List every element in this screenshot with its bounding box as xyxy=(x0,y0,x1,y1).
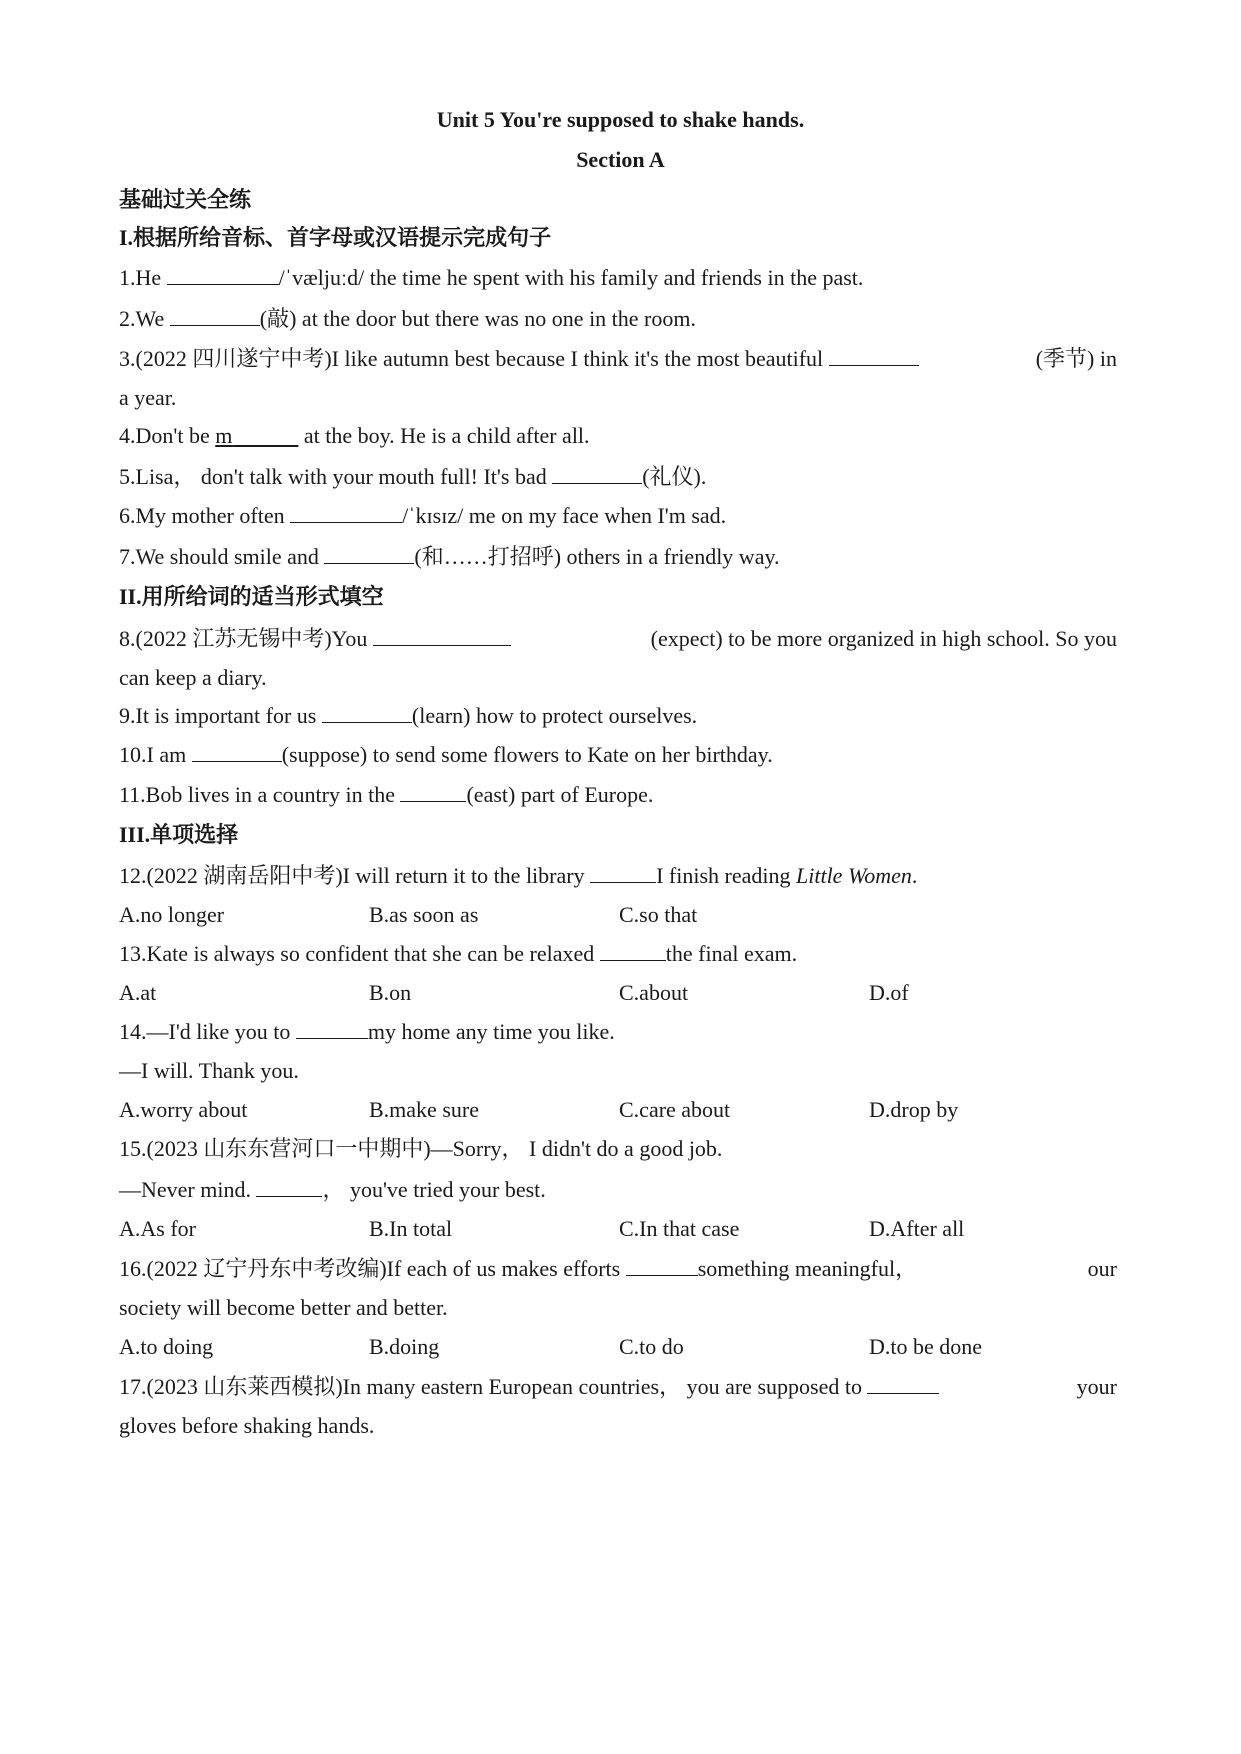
question-8: 8.(2022 江苏无锡中考)You xyxy=(119,625,511,653)
option-a[interactable]: A.no longer xyxy=(119,902,225,927)
answer-blank[interactable] xyxy=(256,1178,322,1197)
question-8-hint: (expect) to be more organized in high school. So you xyxy=(650,626,1117,651)
question-14: 14.—I'd like you to my home any time you like. xyxy=(119,1019,615,1044)
question-8-cont: can keep a diary. xyxy=(119,665,267,690)
answer-blank[interactable] xyxy=(167,266,279,285)
answer-blank[interactable] xyxy=(170,307,260,326)
part-3-heading: III.单项选择 xyxy=(119,822,239,847)
question-5: 5.Lisa， don't talk with your mouth full! It's bad (礼仪). xyxy=(119,464,707,489)
question-17-cont: gloves before shaking hands. xyxy=(119,1413,375,1438)
answer-blank[interactable] xyxy=(600,942,666,961)
question-7: 7.We should smile and (和……打招呼) others in a friendly way. xyxy=(119,544,780,569)
answer-blank[interactable] xyxy=(400,783,466,802)
option-c[interactable]: C.In that case xyxy=(619,1216,740,1241)
question-3-hint: (季节) in xyxy=(1035,346,1117,371)
answer-blank[interactable] xyxy=(290,504,402,523)
answer-blank[interactable] xyxy=(867,1375,939,1394)
answer-blank[interactable] xyxy=(324,545,414,564)
answer-blank[interactable] xyxy=(373,627,511,646)
question-13: 13.Kate is always so confident that she can be relaxed the final exam. xyxy=(119,941,798,966)
option-d[interactable]: D.drop by xyxy=(869,1097,959,1122)
option-b[interactable]: B.as soon as xyxy=(369,902,479,927)
section-title: Section A xyxy=(576,147,665,172)
question-2: 2.We (敲) at the door but there was no one in the room. xyxy=(119,306,697,331)
question-10: 10.I am (suppose) to send some flowers to Kate on her birthday. xyxy=(119,742,773,767)
option-c[interactable]: C.about xyxy=(619,980,689,1005)
option-c[interactable]: C.so that xyxy=(619,902,698,927)
option-b[interactable]: B.In total xyxy=(369,1216,453,1241)
option-b[interactable]: B.doing xyxy=(369,1334,440,1359)
option-a[interactable]: A.to doing xyxy=(119,1334,214,1359)
option-a[interactable]: A.worry about xyxy=(119,1097,248,1122)
question-4: 4.Don't be m at the boy. He is a child after all. xyxy=(119,423,590,448)
question-14-reply: —I will. Thank you. xyxy=(119,1058,299,1083)
option-b[interactable]: B.make sure xyxy=(369,1097,479,1122)
option-d[interactable]: D.of xyxy=(869,980,909,1005)
option-b[interactable]: B.on xyxy=(369,980,412,1005)
question-16: 16.(2022 辽宁丹东中考改编)If each of us makes efforts something meaningful， xyxy=(119,1256,918,1281)
answer-blank[interactable] xyxy=(552,465,642,484)
question-16-end: our xyxy=(1087,1256,1117,1281)
answer-blank[interactable] xyxy=(829,347,919,366)
exercise-heading: 基础过关全练 xyxy=(119,187,252,212)
answer-blank[interactable] xyxy=(590,864,656,883)
answer-blank[interactable] xyxy=(626,1257,698,1276)
answer-blank[interactable]: m xyxy=(215,423,233,448)
part-2-heading: II.用所给词的适当形式填空 xyxy=(119,584,384,609)
question-9: 9.It is important for us (learn) how to protect ourselves. xyxy=(119,703,698,728)
option-a[interactable]: A.at xyxy=(119,980,157,1005)
question-16-cont: society will become better and better. xyxy=(119,1295,448,1320)
question-17: 17.(2023 山东莱西模拟)In many eastern European countries， you are supposed to xyxy=(119,1373,939,1401)
option-d[interactable]: D.to be done xyxy=(869,1334,983,1359)
answer-blank[interactable] xyxy=(192,743,282,762)
unit-title: Unit 5 You're supposed to shake hands. xyxy=(436,107,805,132)
option-c[interactable]: C.to do xyxy=(619,1334,684,1359)
option-c[interactable]: C.care about xyxy=(619,1097,731,1122)
option-d[interactable]: D.After all xyxy=(869,1216,965,1241)
question-15: 15.(2023 山东东营河口一中期中)—Sorry， I didn't do a good job. xyxy=(119,1136,723,1161)
question-15-reply: —Never mind. ， you've tried your best. xyxy=(119,1177,546,1202)
question-6: 6.My mother often /ˈkɪsɪz/ me on my face when I'm sad. xyxy=(119,503,727,528)
question-3: 3.(2022 四川遂宁中考)I like autumn best because I think it's the most beautiful xyxy=(119,345,919,373)
question-17-end: your xyxy=(1076,1374,1117,1399)
part-1-heading: I.根据所给音标、首字母或汉语提示完成句子 xyxy=(119,225,552,250)
option-a[interactable]: A.As for xyxy=(119,1216,196,1241)
answer-blank[interactable] xyxy=(296,1020,368,1039)
answer-blank[interactable] xyxy=(322,704,412,723)
question-1: 1.He /ˈvæljuːd/ the time he spent with his family and friends in the past. xyxy=(119,265,864,290)
question-11: 11.Bob lives in a country in the (east) part of Europe. xyxy=(119,782,654,807)
question-3-cont: a year. xyxy=(119,385,177,410)
question-12: 12.(2022 湖南岳阳中考)I will return it to the library I finish reading Little Women. xyxy=(119,863,918,888)
